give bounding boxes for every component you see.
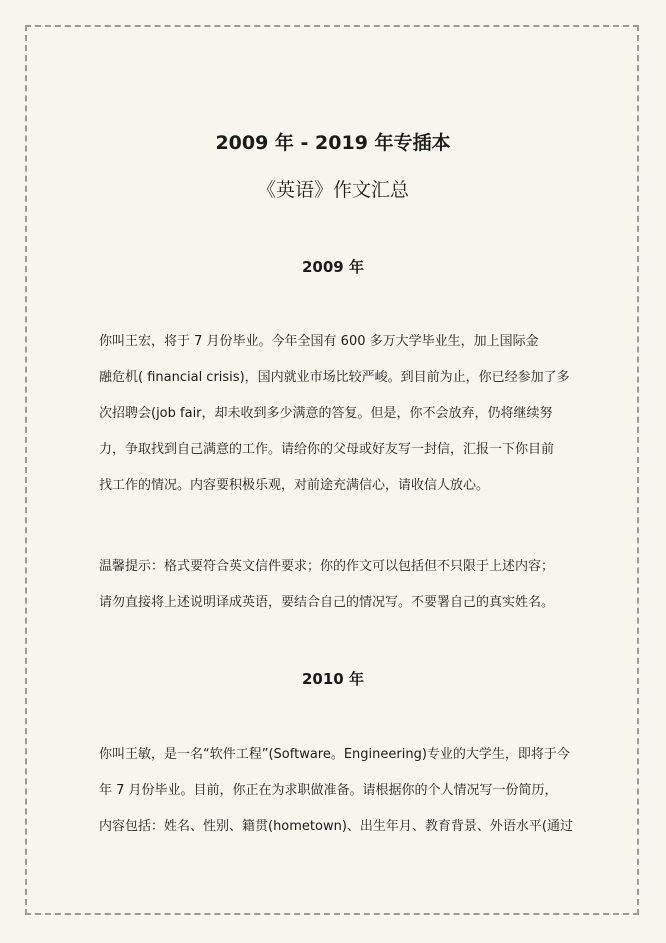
prompt-paragraph-2009 (99, 324, 573, 504)
section-heading-2009: 2009 年 (302, 258, 364, 276)
tip-paragraph-2009 (99, 549, 573, 621)
paragraph-line: 力，争取找到自己满意的工作。请给你的父母或好友写一封信，汇报一下你目前 (99, 442, 555, 457)
paragraph-line: 你叫王宏，将于 7 月份毕业。今年全国有 600 多万大学毕业生，加上国际金 (99, 334, 539, 349)
paragraph-line: 次招聘会(job fair，却未收到多少满意的答复。但是，你不会放弃，仍将继续努 (99, 406, 553, 421)
paragraph-line: 你叫王敏，是一名“软件工程”(Software。Engineering)专业的大学生，即将于今 (99, 747, 570, 762)
paragraph-line: 融危机( financial crisis)，国内就业市场比较严峻。到目前为止，你已经参加了多 (99, 370, 570, 385)
paragraph-line: 温馨提示：格式要符合英文信件要求；你的作文可以包括但不只限于上述内容； (99, 559, 555, 574)
paragraph-line: 内容包括：姓名、性别、籍贯(hometown)、出生年月、教育背景、外语水平(通过 (99, 819, 573, 834)
section-heading-2010: 2010 年 (302, 670, 364, 688)
paragraph-line: 请勿直接将上述说明译成英语，要结合自己的情况写。不要署自己的真实姓名。 (99, 595, 555, 610)
document-subtitle: 《英语》作文汇总 (256, 179, 409, 201)
prompt-paragraph-2010 (99, 737, 573, 845)
paragraph-line: 找工作的情况。内容要积极乐观，对前途充满信心，请收信人放心。 (99, 478, 490, 493)
document-title: 2009 年 - 2019 年专插本 (215, 132, 451, 154)
paragraph-line: 年 7 月份毕业。目前，你正在为求职做准备。请根据你的个人情况写一份简历， (99, 783, 558, 798)
